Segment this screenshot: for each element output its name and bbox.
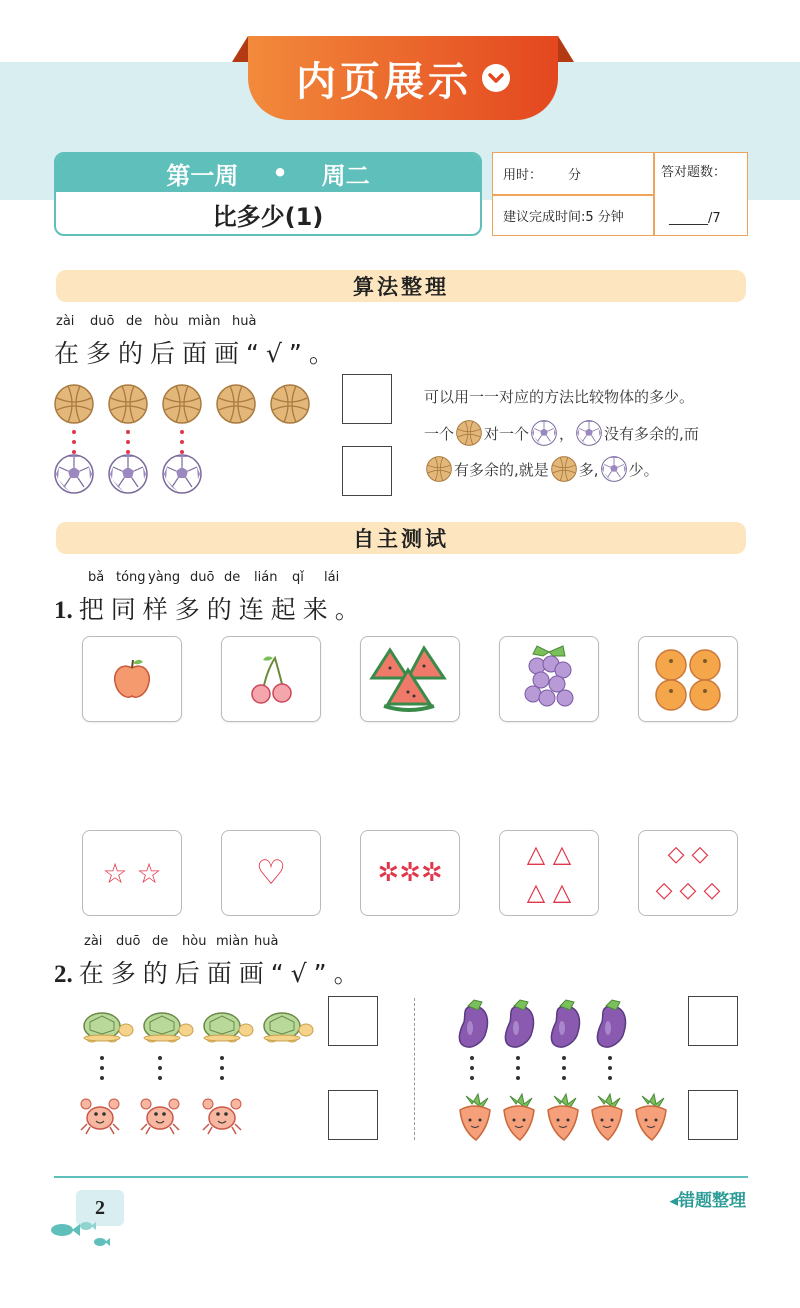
grapes-icon xyxy=(519,644,579,714)
basketball-icon xyxy=(55,385,93,423)
lesson-header xyxy=(54,152,482,236)
section-title-self-test: 自主测试 xyxy=(56,522,746,554)
shape-card-triangles[interactable] xyxy=(499,830,599,916)
week-separator: • xyxy=(272,159,288,187)
shape-card-stars[interactable] xyxy=(82,830,182,916)
match-dots xyxy=(608,1056,612,1086)
basketball-icon xyxy=(271,385,309,423)
shape-card-heart[interactable] xyxy=(221,830,321,916)
apple-icon xyxy=(107,654,157,704)
match-dots xyxy=(100,1056,104,1086)
week-number: 第一周 xyxy=(166,161,239,190)
method-note-line3: 有多余的,就是 多, 少。 xyxy=(424,456,659,482)
basketball-icon xyxy=(163,385,201,423)
crab-icon xyxy=(203,1099,241,1134)
shape-card-flowers[interactable] xyxy=(360,830,460,916)
soccer-ball-icon xyxy=(576,420,602,446)
soccer-ball-row xyxy=(54,452,214,496)
time-used-label: 用时： 分 xyxy=(503,168,582,183)
turtle-icon xyxy=(144,1013,193,1042)
footer-divider xyxy=(54,1176,748,1178)
carrot-icon xyxy=(548,1094,578,1140)
carrot-icon xyxy=(636,1094,666,1140)
method-note-line2: 一个 对一个 ， 没有多余的,而 xyxy=(424,420,699,446)
example-pinyin: zài duō de hòu miàn huà xyxy=(56,314,257,329)
time-record-box xyxy=(492,152,748,236)
carrot-icon xyxy=(460,1094,490,1140)
basketball-icon xyxy=(551,456,577,482)
correct-count-label: 答对题数： xyxy=(661,164,727,180)
eggplant-icon xyxy=(505,1000,533,1047)
soccer-ball-icon xyxy=(531,420,557,446)
turtle-row xyxy=(78,1002,318,1046)
stars-shapes: ☆ ☆ xyxy=(102,856,162,890)
fruit-card-watermelon[interactable] xyxy=(360,636,460,722)
basketball-row xyxy=(54,382,314,426)
answer-box-eggplants[interactable] xyxy=(688,996,738,1046)
suggested-time: 建议完成时间:5 分钟 xyxy=(503,209,624,225)
match-dots xyxy=(158,1056,162,1086)
triangle-shapes: △ △ △ △ xyxy=(526,840,572,906)
soccer-ball-icon xyxy=(163,455,201,493)
answer-box-turtles[interactable] xyxy=(328,996,378,1046)
answer-box-soccer[interactable] xyxy=(342,446,392,496)
flower-shapes: ✲✲✲ xyxy=(377,858,443,888)
answer-box-crabs[interactable] xyxy=(328,1090,378,1140)
match-dots xyxy=(562,1056,566,1086)
answer-box-basketball[interactable] xyxy=(342,374,392,424)
crab-icon xyxy=(81,1099,119,1134)
crab-row xyxy=(78,1094,258,1138)
fish-decoration-icon xyxy=(48,1218,112,1250)
page-number: 2 xyxy=(76,1190,124,1226)
fruit-card-apple[interactable] xyxy=(82,636,182,722)
banner-fold-left xyxy=(232,36,248,62)
example-question: 在多的后面画“√”。 xyxy=(54,339,341,368)
soccer-ball-icon xyxy=(55,455,93,493)
turtle-icon xyxy=(204,1013,253,1042)
method-note-line1: 可以用一一对应的方法比较物体的多少。 xyxy=(424,388,695,406)
turtle-icon xyxy=(264,1013,313,1042)
fruit-card-grapes[interactable] xyxy=(499,636,599,722)
diamond-shapes: ◇ ◇ ◇ ◇ ◇ xyxy=(655,842,721,903)
soccer-ball-icon xyxy=(109,455,147,493)
basketball-icon xyxy=(109,385,147,423)
q2-pinyin: zài duō de hòu miàn huà xyxy=(84,934,279,949)
carrot-icon xyxy=(592,1094,622,1140)
wrong-questions-link[interactable]: ◂错题整理 xyxy=(669,1191,746,1211)
correct-count-field[interactable]: ______/7 xyxy=(669,210,721,226)
basketball-icon xyxy=(217,385,255,423)
turtle-icon xyxy=(84,1013,133,1042)
carrot-row xyxy=(454,1090,678,1144)
q2-question: 2. 在多的后面画“√”。 xyxy=(54,959,366,988)
crab-icon xyxy=(141,1099,179,1134)
oranges-icon xyxy=(653,647,723,711)
eggplant-icon xyxy=(551,1000,579,1047)
basketball-icon xyxy=(426,456,452,482)
answer-box-carrots[interactable] xyxy=(688,1090,738,1140)
section-title-method: 算法整理 xyxy=(56,270,746,302)
week-label xyxy=(56,154,480,192)
basketball-icon xyxy=(456,420,482,446)
eggplant-icon xyxy=(459,1000,487,1047)
fruit-card-oranges[interactable] xyxy=(638,636,738,722)
q1-question: 1. 把同样多的连起来。 xyxy=(54,595,367,624)
banner-fold-right xyxy=(558,36,574,62)
lesson-title: 比多少(1) xyxy=(212,202,324,231)
carrot-icon xyxy=(504,1094,534,1140)
fruit-card-cherries[interactable] xyxy=(221,636,321,722)
eggplant-icon xyxy=(597,1000,625,1047)
week-day: 周二 xyxy=(321,161,370,190)
column-divider xyxy=(414,998,415,1140)
page-banner xyxy=(248,36,558,120)
watermelon-icon xyxy=(368,644,452,714)
match-dots xyxy=(470,1056,474,1086)
chevron-down-icon[interactable] xyxy=(482,64,510,92)
match-dots xyxy=(220,1056,224,1086)
eggplant-row xyxy=(456,996,646,1050)
q1-pinyin: bǎ tóng yàng duō de lián qǐ lái xyxy=(88,570,340,585)
heart-shape: ♡ xyxy=(255,853,287,893)
match-dots xyxy=(516,1056,520,1086)
soccer-ball-icon xyxy=(601,456,627,482)
shape-card-diamonds[interactable] xyxy=(638,830,738,916)
banner-title: 内页展示 xyxy=(296,58,472,105)
cherries-icon xyxy=(245,652,297,706)
